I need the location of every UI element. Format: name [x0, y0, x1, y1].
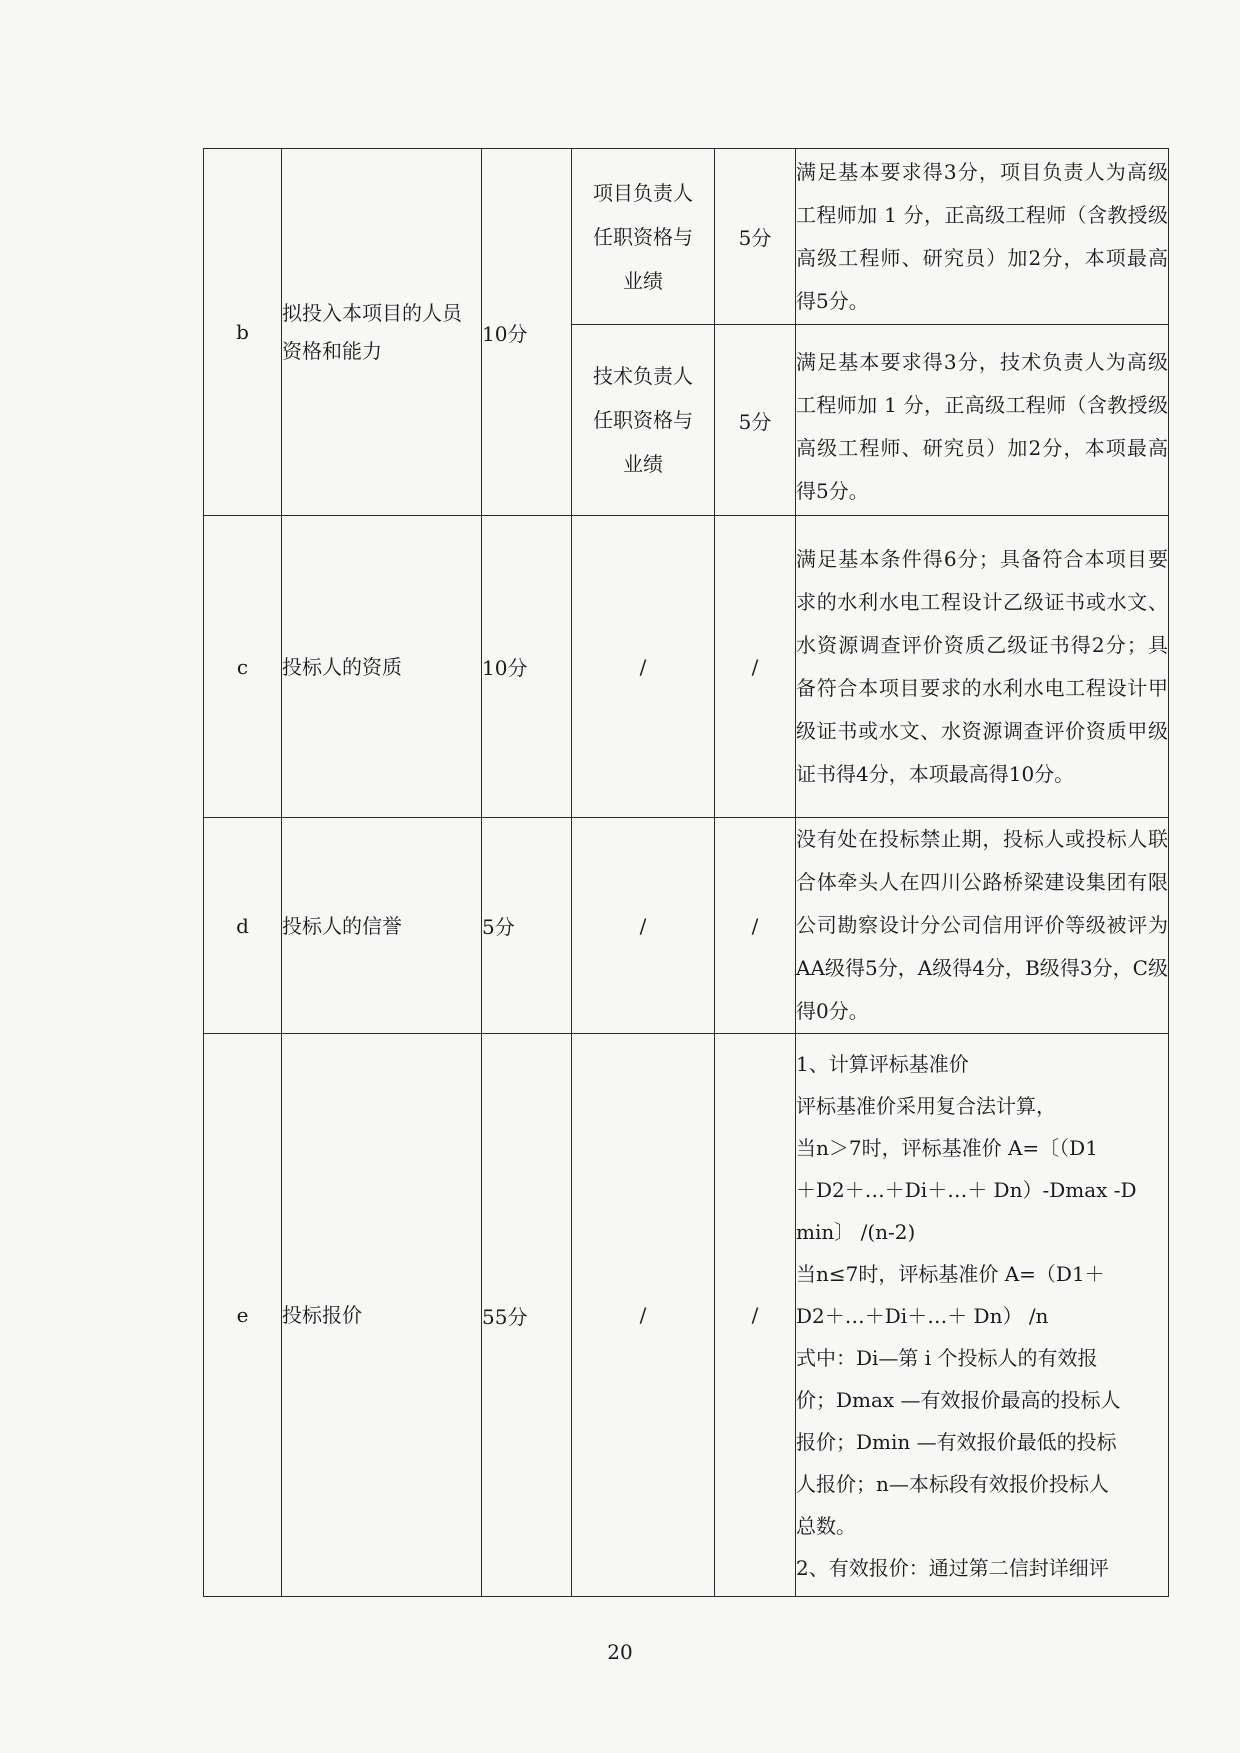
table-row: [204, 516, 1169, 818]
criteria-line: 人报价；n—本标段有效报价投标人: [796, 1472, 1109, 1496]
criteria-line: ＋D2＋…＋Di＋…＋ Dn）-Dmax -D: [796, 1178, 1137, 1202]
criteria-line: min〕 /(n-2): [796, 1220, 916, 1244]
item-name: 投标人的信誉: [282, 818, 482, 1034]
criteria-text: 满足基本要求得3分，项目负责人为高级工程师加 1 分，正高级工程师（含教授级高级工程师、研究员）加2分，本项最高得5分。: [796, 149, 1169, 325]
row-index: d: [204, 818, 282, 1034]
sub-item-name: 技术负责人任职资格与业绩: [572, 325, 715, 516]
scoring-table: [203, 148, 1169, 1597]
criteria-text: 没有处在投标禁止期，投标人或投标人联合体牵头人在四川公路桥梁建设集团有限公司勘察设计分公司信用评价等级被评为AA级得5分，A级得4分，B级得3分，C级得0分。: [796, 818, 1169, 1034]
item-name: 投标报价: [282, 1034, 482, 1597]
sub-item-name: /: [572, 818, 715, 1034]
sub-item-name: 项目负责人任职资格与业绩: [572, 149, 715, 325]
table-row: [204, 1034, 1169, 1597]
criteria-text: 满足基本条件得6分；具备符合本项目要求的水利水电工程设计乙级证书或水文、水资源调查评价资质乙级证书得2分；具备符合本项目要求的水利水电工程设计甲级证书或水文、水资源调查评价资质甲级证书得4分，本项最高得10分。: [796, 516, 1169, 818]
sub-item-score: 5分: [715, 325, 796, 516]
sub-item-name: /: [572, 1034, 715, 1597]
sub-item-score: /: [715, 818, 796, 1034]
row-index: e: [204, 1034, 282, 1597]
sub-item-score: 5分: [715, 149, 796, 325]
criteria-text: [796, 1034, 1169, 1597]
row-index: b: [204, 149, 282, 516]
page-number: 20: [607, 1640, 633, 1664]
criteria-line: 2、有效报价：通过第二信封详细评: [796, 1556, 1109, 1580]
sub-item-score: /: [715, 516, 796, 818]
table-row: [204, 149, 1169, 325]
criteria-line: 评标基准价采用复合法计算，: [796, 1094, 1056, 1118]
item-name: 投标人的资质: [282, 516, 482, 818]
criteria-line: 当n≤7时，评标基准价 A=（D1＋: [796, 1262, 1105, 1286]
criteria-line: 报价；Dmin —有效报价最低的投标: [796, 1430, 1117, 1454]
criteria-line: 当n＞7时，评标基准价 A=〔（D1: [796, 1136, 1098, 1160]
sub-item-score: /: [715, 1034, 796, 1597]
criteria-line: 1、计算评标基准价: [796, 1052, 969, 1076]
item-score: 10分: [482, 516, 572, 818]
criteria-line: 式中：Di—第 i 个投标人的有效报: [796, 1346, 1098, 1370]
criteria-line: 总数。: [796, 1514, 856, 1538]
item-score: 55分: [482, 1034, 572, 1597]
row-index: c: [204, 516, 282, 818]
item-name: 拟投入本项目的人员资格和能力: [282, 149, 482, 516]
criteria-line: 价；Dmax —有效报价最高的投标人: [796, 1388, 1121, 1412]
item-score: 10分: [482, 149, 572, 516]
item-score: 5分: [482, 818, 572, 1034]
criteria-line: D2＋…＋Di＋…＋ Dn） /n: [796, 1304, 1049, 1328]
table-row: [204, 818, 1169, 1034]
sub-item-name: /: [572, 516, 715, 818]
criteria-text: 满足基本要求得3分，技术负责人为高级工程师加 1 分，正高级工程师（含教授级高级工程师、研究员）加2分，本项最高得5分。: [796, 325, 1169, 516]
